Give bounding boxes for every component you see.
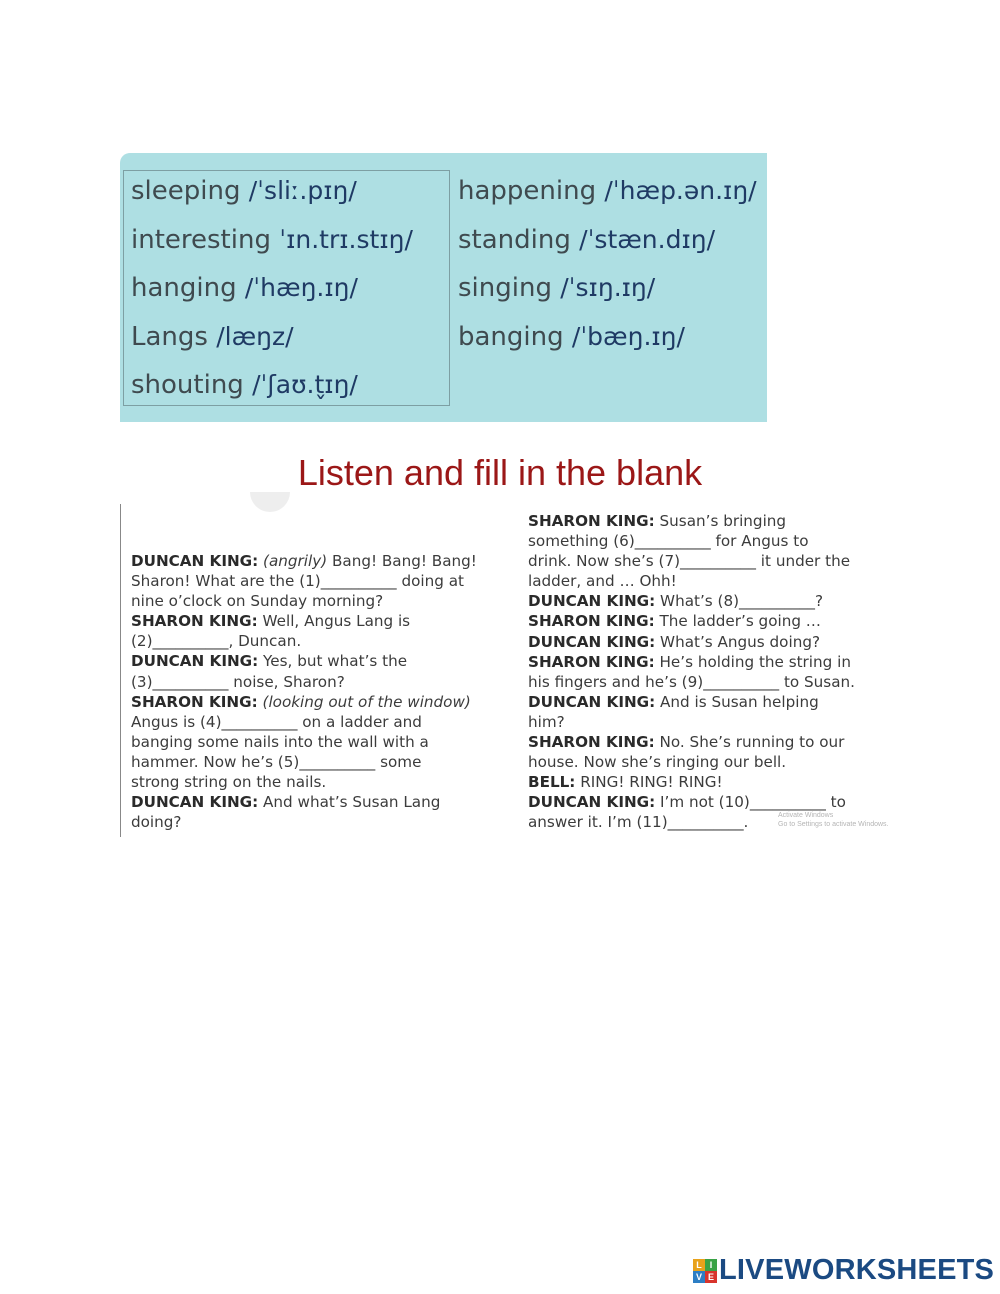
- dialog-line: [528, 531, 855, 551]
- speaker-name: SHARON KING:: [528, 652, 655, 671]
- activate-windows-watermark: [778, 811, 889, 829]
- page-title: Listen and fill in the blank: [297, 452, 703, 493]
- dialog-line: [131, 712, 477, 732]
- vocab-ipa: /ˈstæn.dɪŋ/: [579, 224, 716, 254]
- speaker-name: DUNCAN KING:: [528, 592, 656, 611]
- dialog-line: [528, 571, 855, 591]
- vocab-word: banging: [458, 321, 564, 352]
- dialog-text: (2)__________, Duncan.: [131, 632, 302, 651]
- dialog-text: What’s (8)__________?: [655, 592, 824, 611]
- dialog-right-column: [528, 511, 855, 833]
- dialog-text: banging some nails into the wall with a: [131, 732, 429, 751]
- dialog-line: [131, 692, 477, 712]
- dialog-text: answer it. I’m (11)__________.: [528, 813, 749, 832]
- dialog-text: RING! RING! RING!: [575, 773, 723, 792]
- dialog-text: doing?: [131, 813, 182, 832]
- dialog-text: strong string on the nails.: [131, 773, 327, 792]
- dialog-text: house. Now she’s ringing our bell.: [528, 753, 787, 772]
- vocab-word: interesting: [131, 224, 271, 255]
- dialog-text: drink. Now she’s (7)__________ it under the: [528, 552, 851, 571]
- dialog-line: [528, 672, 855, 692]
- dialog-line: [528, 692, 855, 712]
- dialog-line: [528, 611, 855, 631]
- dialog-text: something (6)__________ for Angus to: [528, 532, 809, 551]
- speaker-name: BELL:: [528, 773, 576, 792]
- vocab-item-right-3: [458, 273, 655, 303]
- vocab-ipa: /ˈsɪŋ.ɪŋ/: [560, 273, 656, 302]
- dialog-text: No. She’s running to our: [654, 733, 845, 752]
- logo-icon: [693, 1259, 717, 1283]
- dialog-line: [131, 651, 477, 671]
- liveworksheets-logo: [693, 1254, 994, 1287]
- dialog-line: [528, 772, 855, 792]
- dialog-text: And is Susan helping: [655, 692, 819, 711]
- dialog-line: [528, 732, 855, 752]
- speaker-name: DUNCAN KING:: [131, 552, 259, 570]
- dialog-text: The ladder’s going …: [654, 612, 821, 631]
- logo-icon-tile: I: [705, 1259, 717, 1271]
- vocab-item-right-4: [458, 322, 685, 352]
- vocab-ipa: /ˈsliː.pɪŋ/: [248, 176, 357, 205]
- dialog-line: [131, 732, 477, 752]
- dialog-text: nine o’clock on Sunday morning?: [131, 592, 384, 611]
- vocab-ipa: /ˈhæp.ən.ɪŋ/: [604, 176, 757, 205]
- vocab-ipa: /ˈbæŋ.ɪŋ/: [571, 321, 685, 351]
- speaker-name: SHARON KING:: [528, 612, 655, 631]
- dialog-line: [528, 712, 855, 732]
- dialog-text: And what’s Susan Lang: [258, 793, 441, 812]
- speaker-name: DUNCAN KING:: [131, 652, 259, 671]
- scan-artifact: [250, 492, 290, 512]
- speaker-name: SHARON KING:: [131, 612, 258, 631]
- dialog-text: Bang! Bang! Bang!: [327, 552, 477, 570]
- dialog-line: [528, 511, 855, 531]
- dialog-line: [131, 631, 477, 651]
- logo-icon-tile: V: [693, 1271, 705, 1283]
- speaker-name: DUNCAN KING:: [131, 793, 259, 812]
- vocab-word: sleeping: [131, 176, 241, 206]
- dialog-line: [131, 772, 477, 792]
- dialog-line: [528, 652, 855, 672]
- watermark-line-2: Go to Settings to activate Windows.: [778, 821, 889, 828]
- dialog-line: [131, 551, 477, 571]
- dialog-text: I’m not (10)__________ to: [655, 793, 846, 812]
- speaker-name: SHARON KING:: [131, 692, 258, 711]
- vocab-item-left-5: [131, 370, 358, 400]
- vocab-item-left-2: [131, 225, 413, 255]
- vocab-ipa: /ˈʃaʊ.t̬ɪŋ/: [252, 370, 358, 399]
- dialog-text: He’s holding the string in: [654, 652, 851, 671]
- vocab-item-left-4: [131, 322, 294, 352]
- dialog-text: his fingers and he’s (9)__________ to Susan.: [528, 672, 855, 691]
- dialog-line: [528, 591, 855, 611]
- vocab-ipa: ˈɪn.trɪ.stɪŋ/: [279, 224, 413, 254]
- vocab-item-right-2: [458, 225, 715, 255]
- speaker-name: DUNCAN KING:: [528, 632, 656, 651]
- dialog-line: [528, 632, 855, 652]
- vocab-word: shouting: [131, 370, 244, 400]
- logo-text: LIVEWORKSHEETS: [719, 1254, 995, 1286]
- dialog-line: [131, 611, 477, 631]
- vocab-word: singing: [458, 273, 552, 303]
- vocabulary-panel: [120, 153, 767, 422]
- vocab-ipa: /ˈhæŋ.ɪŋ/: [244, 273, 358, 302]
- dialog-line: [131, 752, 477, 772]
- dialog-line: [528, 752, 855, 772]
- dialog-line: [528, 792, 855, 812]
- dialog-line: [131, 812, 477, 832]
- vocab-item-right-1: [458, 176, 757, 206]
- speaker-name: SHARON KING:: [528, 512, 655, 530]
- watermark-line-1: Activate Windows: [778, 812, 834, 819]
- stage-direction: (looking out of the window): [262, 692, 471, 711]
- vocab-item-left-1: [131, 176, 357, 206]
- dialog-line: [131, 792, 477, 812]
- vocab-word: happening: [458, 176, 597, 206]
- speaker-name: SHARON KING:: [528, 733, 655, 752]
- vocab-word: standing: [458, 224, 571, 255]
- logo-icon-tile: E: [705, 1271, 717, 1283]
- dialog-line: [131, 571, 477, 591]
- dialog-text: Well, Angus Lang is: [257, 612, 411, 631]
- dialog-text: ladder, and … Ohh!: [528, 572, 677, 591]
- dialog-text: Susan’s bringing: [654, 512, 787, 530]
- dialog-left-column: [131, 551, 477, 832]
- dialog-text: Yes, but what’s the: [258, 652, 408, 671]
- logo-icon-tile: L: [693, 1259, 705, 1271]
- speaker-name: DUNCAN KING:: [528, 793, 656, 812]
- vocab-item-left-3: [131, 273, 358, 303]
- stage-direction: (angrily): [263, 552, 328, 570]
- dialog-text: hammer. Now he’s (5)__________ some: [131, 752, 422, 771]
- vocab-word: Langs: [131, 321, 208, 352]
- dialog-text: (3)__________ noise, Sharon?: [131, 672, 345, 691]
- dialog-text: him?: [528, 712, 565, 731]
- dialog-line: [528, 551, 855, 571]
- vocab-word: hanging: [131, 273, 237, 303]
- speaker-name: DUNCAN KING:: [528, 692, 656, 711]
- dialog-text: Sharon! What are the (1)__________ doing at: [131, 572, 464, 591]
- dialog-line: [131, 591, 477, 611]
- vocab-ipa: /læŋz/: [216, 321, 294, 351]
- dialog-text: Angus is (4)__________ on a ladder and: [131, 712, 422, 731]
- dialog-line: [131, 672, 477, 692]
- scan-edge-line: [120, 504, 121, 837]
- dialog-text: What’s Angus doing?: [655, 632, 821, 651]
